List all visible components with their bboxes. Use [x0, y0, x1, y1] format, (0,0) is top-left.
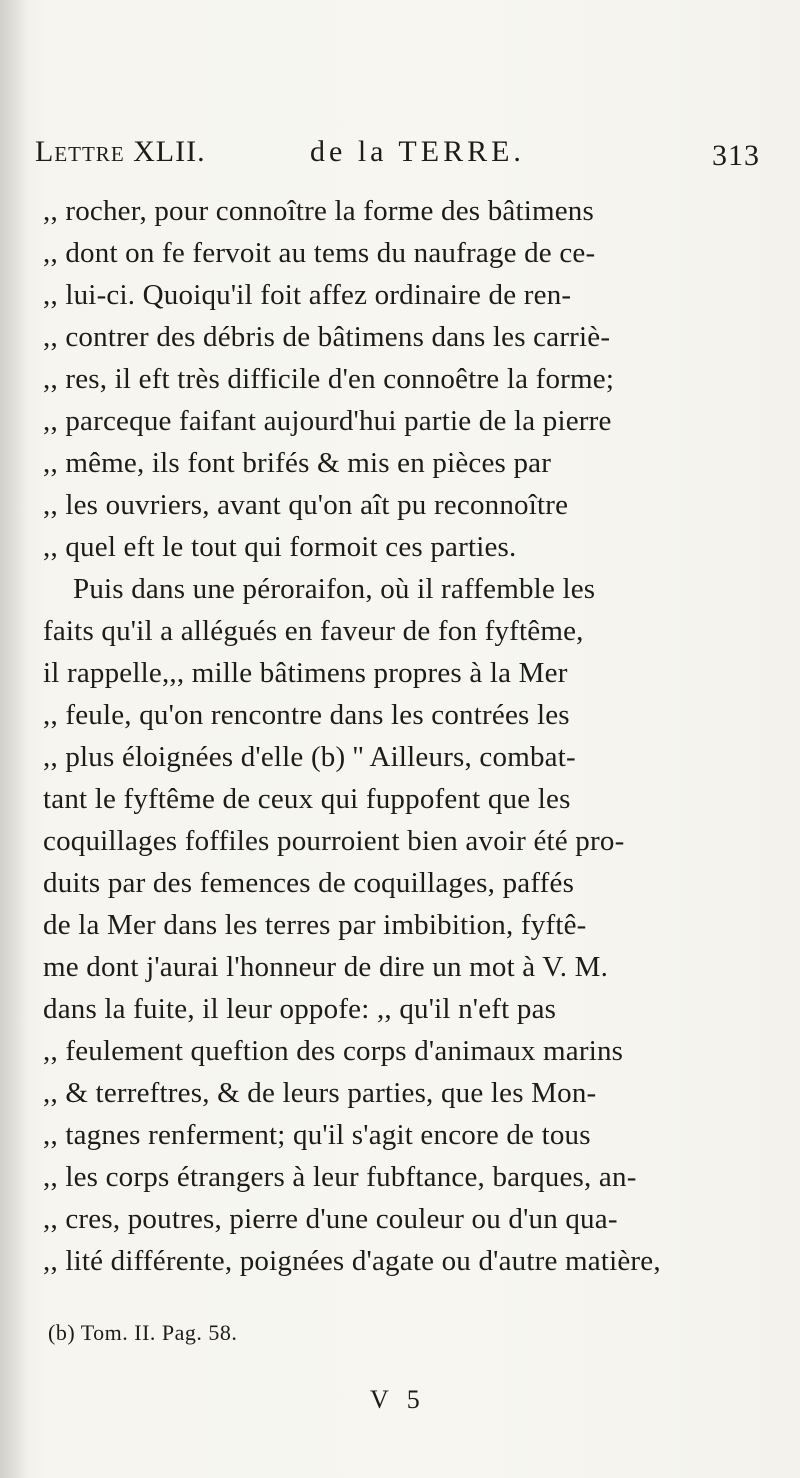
text-line: duits par des femences de coquillages, paffés [43, 867, 575, 899]
text-line: ,, cres, poutres, pierre d'une couleur ou d'un qua- [43, 1203, 618, 1235]
page-number: 313 [712, 139, 760, 172]
text-line: il rappelle,,, mille bâtimens propres à la Mer [43, 657, 568, 689]
gutter-shadow [0, 0, 28, 1478]
text-line: me dont j'aurai l'honneur de dire un mot à V. M. [43, 951, 609, 983]
text-line: ,, quel eft le tout qui formoit ces parties. [43, 531, 517, 563]
text-line: de la Mer dans les terres par imbibition, fyftê- [43, 909, 587, 941]
text-line: coquillages foffiles pourroient bien avoir été pro- [43, 825, 625, 857]
text-line: ,, rocher, pour connoître la forme des bâtimens [43, 195, 594, 227]
text-line: ,, & terreftres, & de leurs parties, que les Mon- [43, 1077, 597, 1109]
text-line: ,, les corps étrangers à leur fubftance, barques, an- [43, 1161, 637, 1193]
text-line: tant le fyftême de ceux qui fuppofent que les [43, 783, 571, 815]
text-line: ,, parceque faifant aujourd'hui partie de la pierre [43, 405, 612, 437]
text-line: ,, plus éloignées d'elle (b) '' Ailleurs, combat- [43, 741, 576, 773]
text-line: ,, lui-ci. Quoiqu'il foit affez ordinaire de ren- [43, 279, 572, 311]
footnote: (b) Tom. II. Pag. 58. [48, 1320, 238, 1345]
text-line: ,, feule, qu'on rencontre dans les contrées les [43, 699, 570, 731]
text-line: ,, contrer des débris de bâtimens dans les carriè- [43, 321, 611, 353]
text-line: ,, lité différente, poignées d'agate ou d'autre matière, [43, 1245, 661, 1277]
signature-mark: V 5 [370, 1385, 426, 1414]
header-letter: Lettre XLII. [35, 135, 206, 168]
running-header [35, 135, 760, 175]
text-line: Puis dans une péroraifon, où il raffemble les [73, 573, 596, 605]
text-line: ,, res, il eft très difficile d'en connoêtre la forme; [43, 363, 615, 395]
text-line: ,, dont on fe fervoit au tems du naufrage de ce- [43, 237, 596, 269]
text-line: ,, tagnes renferment; qu'il s'agit encore de tous [43, 1119, 591, 1151]
header-title: de la TERRE. [310, 135, 525, 168]
text-line: faits qu'il a allégués en faveur de fon fyftême, [43, 615, 584, 647]
text-line: ,, même, ils font brifés & mis en pièces par [43, 447, 552, 479]
text-line: ,, feulement queftion des corps d'animaux marins [43, 1035, 624, 1067]
text-line: dans la fuite, il leur oppofe: ,, qu'il n'eft pas [43, 993, 557, 1025]
text-line: ,, les ouvriers, avant qu'on aît pu reconnoître [43, 489, 569, 521]
